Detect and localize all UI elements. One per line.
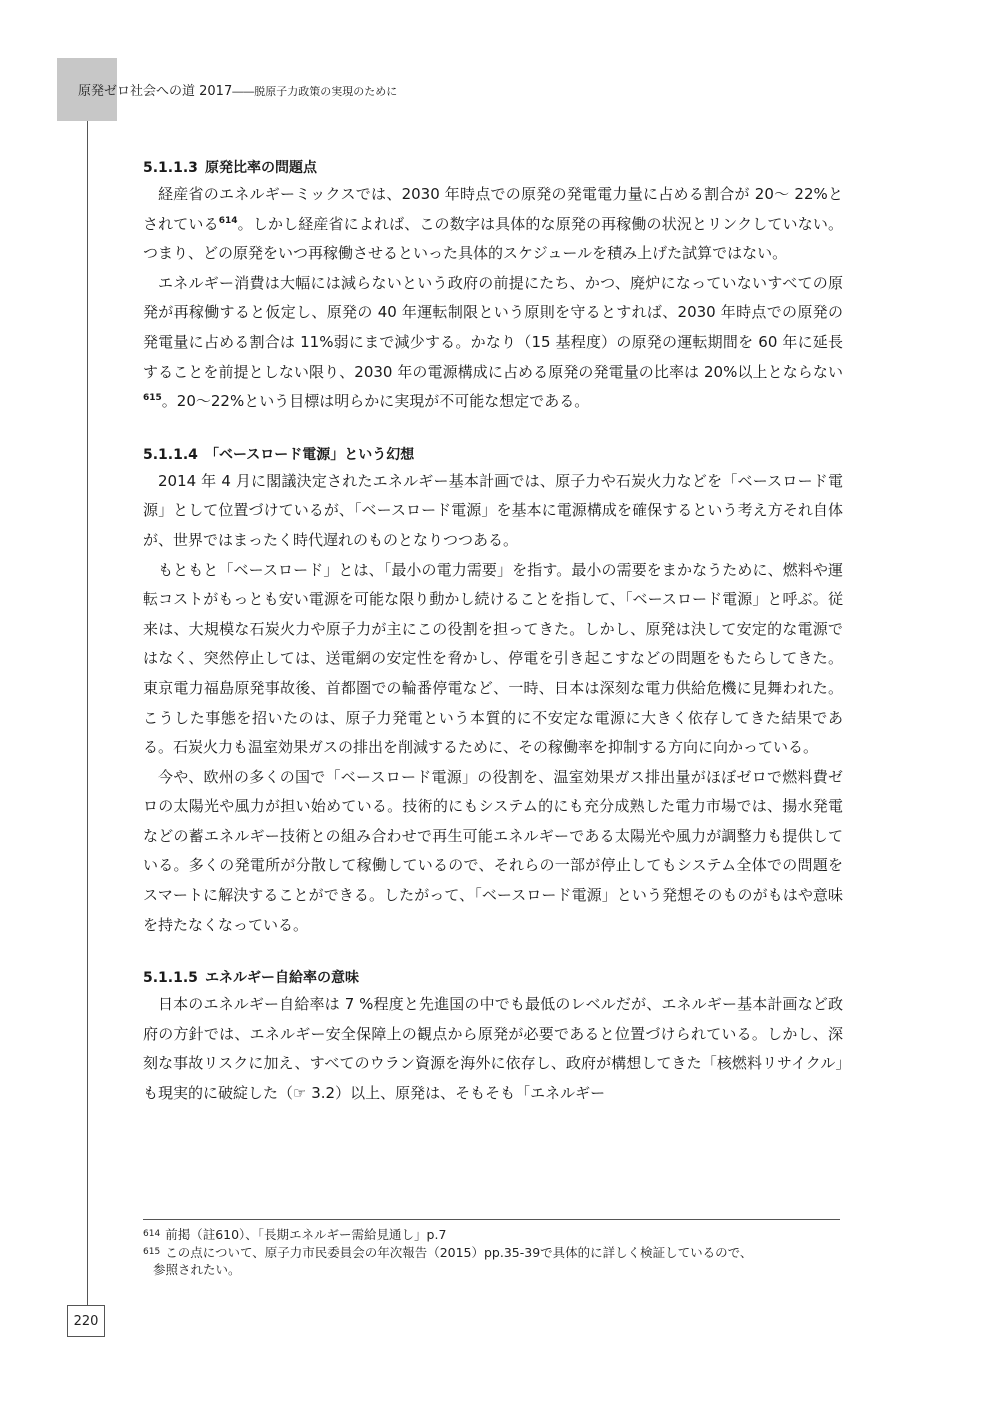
- book-subtitle: ――脱原子力政策の実現のために: [232, 85, 398, 98]
- footnote-text: 前掲（註610）、「長期エネルギー需給見通し」p.7: [165, 1227, 447, 1242]
- section-number: 5.1.1.3: [143, 160, 198, 176]
- section-number: 5.1.1.5: [143, 970, 198, 987]
- paragraph: もともと「ベースロード」とは、「最小の電力需要」を指す。最小の需要をまかなうために、燃料や運転コストがもっとも安い電源を可能な限り動かし続けることを指して、「ベースロード電源」と呼ぶ。従来は、大規模な石炭火力や原子力が主にこの役割を担ってきた。しかし、原発は決して安定的な電源ではなく、突然停止しては、送電網の安定性を脅かし、停電を引き起こすなどの問題をもたらしてきた。東京電力福島原発事故後、首都圏での輪番停電など、一時、日本は深刻な電力供給危機に見舞われた。こうした事態を招いたのは、原子力発電という本質的に不安定な電源に大きく依存してきた結果である。石炭火力も温室効果ガスの排出を削減するために、その稼働率を抑制する方向に向かっている。: [143, 560, 843, 757]
- footnote-614: [143, 1226, 843, 1243]
- paragraph: 日本のエネルギー自給率は 7 %程度と先進国の中でも最低のレベルだが、エネルギー基本計画など政府の方針では、エネルギー安全保障上の観点から原発が必要であると位置づけられている。しかし、深刻な事故リスクに加え、すべてのウラン資源を海外に依存し、政府が構想してきた「核燃料リサイクル」も現実的に破綻した（☞ 3.2）以上、原発は、そもそも「エネルギー: [143, 995, 843, 1103]
- margin-rule: [87, 121, 88, 1335]
- section-title: エネルギー自給率の意味: [205, 970, 359, 987]
- book-title: 原発ゼロ社会への道 2017: [78, 84, 233, 99]
- footnote-615: [143, 1244, 843, 1278]
- footnote-text: この点について、原子力市民委員会の年次報告（2015）pp.35-39で具体的に詳しく検証しているので、: [165, 1245, 753, 1260]
- paragraph: 2014 年 4 月に閣議決定されたエネルギー基本計画では、原子力や石炭火力などを「ベースロード電源」として位置づけているが、「ベースロード電源」を基本に電源構成を確保するという考え方それ自体が、世界ではまったく時代遅れのものとなりつつある。: [143, 471, 843, 549]
- section-title: 原発比率の問題点: [205, 160, 317, 176]
- paragraph: 経産省のエネルギーミックスでは、2030 年時点での原発の発電電力量に占める割合が 20〜 22%とされている$^{614}$。しかし経産省によれば、この数字は具体的な原発の再稼働の状況とリンクしていない。つまり、どの原発をいつ再稼働させるといった具体的スケジュールを積み上げた試算ではない。: [143, 185, 843, 263]
- footnote-continuation: 参照されたい。: [153, 1262, 241, 1277]
- running-header: [78, 80, 397, 99]
- section-heading-5-1-1-3: [143, 156, 843, 180]
- main-content: [143, 156, 843, 1109]
- section-number: 5.1.1.4: [143, 446, 198, 463]
- footnote-number: 615: [143, 1247, 161, 1257]
- footnotes: [143, 1226, 843, 1279]
- page-number: 220: [67, 1305, 105, 1337]
- section-heading-5-1-1-4: [143, 443, 843, 467]
- footnote-ref-615[interactable]: 615: [143, 393, 162, 404]
- footnote-rule: [143, 1219, 840, 1220]
- paragraph: エネルギー消費は大幅には減らないという政府の前提にたち、かつ、廃炉になっていないすべての原発が再稼働すると仮定し、原発の 40 年運転制限という原則を守るとすれば、2030 年時点での原発の発電量に占める割合は 11%弱にまで減少する。かなり（15 基程度）の原発の運転期間を 60 年に延長することを前提としない限り、2030 年の電源構成に占める原発の発電量の比率は 20%以上とならない$^{615}$。20〜22%という目標は明らかに実現が不可能な想定である。: [143, 273, 843, 411]
- section-heading-5-1-1-5: [143, 966, 843, 990]
- paragraph: 今や、欧州の多くの国で「ベースロード電源」の役割を、温室効果ガス排出量がほぼゼロで燃料費ゼロの太陽光や風力が担い始めている。技術的にもシステム的にも充分成熟した電力市場では、揚水発電などの蓄エネルギー技術との組み合わせで再生可能エネルギーである太陽光や風力が調整力も提供している。多くの発電所が分散して稼働しているので、それらの一部が停止してもシステム全体での問題をスマートに解決することができる。したがって、「ベースロード電源」という発想そのものがもはや意味を持たなくなっている。: [143, 767, 843, 934]
- footnote-number: 614: [143, 1229, 161, 1239]
- section-title: 「ベースロード電源」という幻想: [205, 446, 415, 463]
- footnote-ref-614[interactable]: 614: [218, 215, 238, 226]
